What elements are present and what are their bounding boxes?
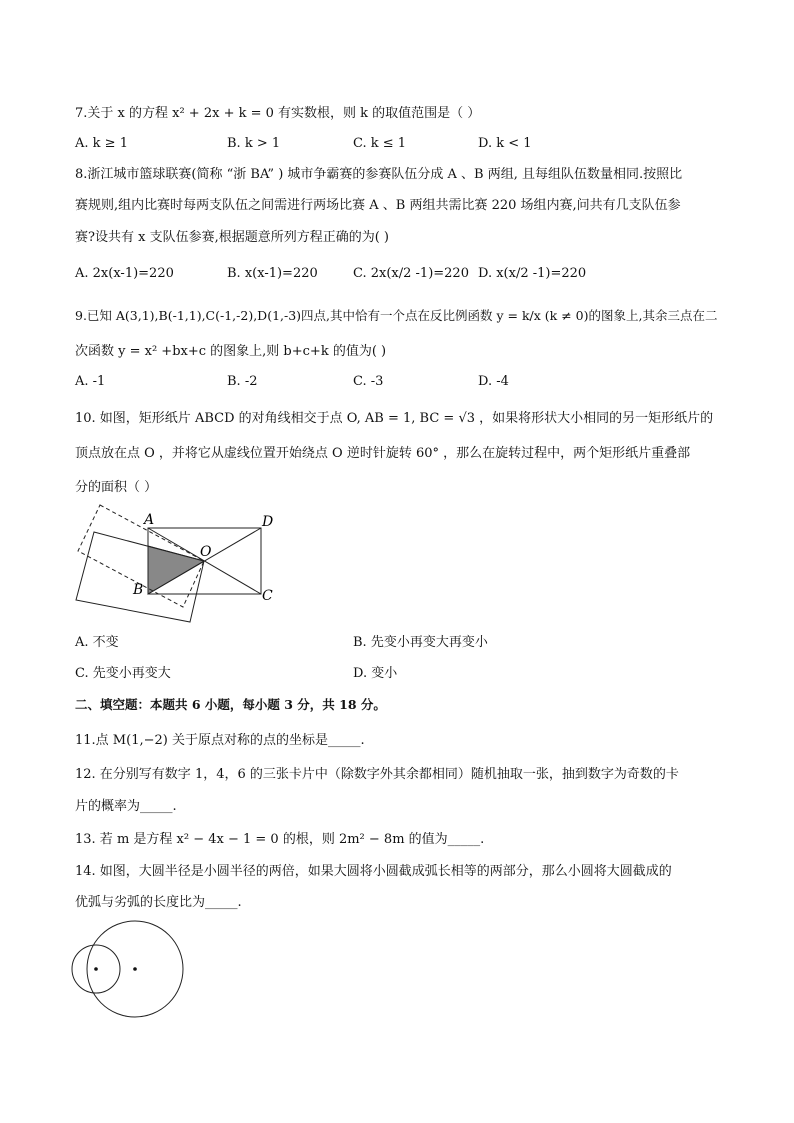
label-a: A	[144, 512, 155, 528]
q14-line2: 优弧与劣弧的长度比为_____.	[75, 895, 242, 910]
q10-line1: 10. 如图，矩形纸片 ABCD 的对角线相交于点 O, AB = 1, BC = √3 ，如果将形状大小相同的另一矩形纸片的	[75, 411, 714, 426]
large-circle-center	[133, 967, 137, 971]
q13-stem: 13. 若 m 是方程 x² − 4x − 1 = 0 的根，则 2m² − 8m 的值为_____.	[75, 832, 485, 847]
q14-line1: 14. 如图，大圆半径是小圆半径的两倍，如果大圆将小圆截成弧长相等的两部分，那么小圆将大圆截成的	[75, 864, 672, 879]
q8-line1: 8.浙江城市篮球联赛(简称 “浙 BA” ) 城市争霸赛的参赛队伍分成 A 、B 两组, 且每组队伍数量相同.按照比	[75, 167, 683, 182]
label-d: D	[262, 514, 274, 530]
q8-option-a: A. 2x(x-1)=220	[75, 266, 174, 281]
q8-line3: 赛?设共有 x 支队伍参赛,根据题意所列方程正确的为( )	[75, 230, 389, 245]
q9-option-c: C. -3	[353, 374, 384, 389]
rectangle-rotation-figure	[60, 498, 290, 633]
q10-line2: 顶点放在点 O ，并将它从虚线位置开始绕点 O 逆时针旋转 60° ，那么在旋转过程中，两个矩形纸片重叠部	[75, 446, 691, 461]
q10-option-a: A. 不变	[75, 635, 119, 650]
q9-option-a: A. -1	[75, 374, 106, 389]
q9-line1: 9.已知 A(3,1),B(-1,1),C(-1,-2),D(1,-3)四点,其中恰有一个点在反比例函数 y = k/x (k ≠ 0)的图象上,其余三点在二	[75, 308, 718, 323]
two-circles-figure	[65, 918, 190, 1023]
q11-stem: 11.点 M(1,−2) 关于原点对称的点的坐标是_____.	[75, 733, 365, 748]
q10-option-d: D. 变小	[353, 666, 398, 681]
q10-option-c: C. 先变小再变大	[75, 666, 171, 681]
q8-line2: 赛规则,组内比赛时每两支队伍之间需进行两场比赛 A 、B 两组共需比赛 220 场组内赛,问共有几支队伍参	[75, 198, 681, 213]
q8-option-b: B. x(x-1)=220	[227, 266, 318, 281]
q9-option-d: D. -4	[478, 374, 509, 389]
label-b: B	[133, 582, 144, 598]
q8-option-c: C. 2x(x/2 -1)=220	[353, 266, 469, 281]
q8-option-d: D. x(x/2 -1)=220	[478, 266, 587, 281]
q12-line1: 12. 在分别写有数字 1，4，6 的三张卡片中（除数字外其余都相同）随机抽取一张，抽到数字为奇数的卡	[75, 767, 679, 782]
section-heading: 二、填空题：本题共 6 小题，每小题 3 分，共 18 分。	[75, 697, 386, 712]
q9-line2: 次函数 y = x² +bx+c 的图象上,则 b+c+k 的值为( )	[75, 344, 387, 359]
q10-line3: 分的面积（ ）	[75, 480, 158, 495]
q7-stem: 7.关于 x 的方程 x² + 2x + k = 0 有实数根，则 k 的取值范围是（ ）	[75, 106, 481, 121]
rotated-rectangle	[76, 532, 204, 622]
q7-option-d: D. k < 1	[478, 136, 532, 151]
q10-option-b: B. 先变小再变大再变小	[353, 635, 488, 650]
q7-option-a: A. k ≥ 1	[75, 136, 128, 151]
q7-option-c: C. k ≤ 1	[353, 136, 407, 151]
label-o: O	[200, 544, 212, 560]
small-circle-center	[94, 967, 98, 971]
q7-option-b: B. k > 1	[227, 136, 281, 151]
q12-line2: 片的概率为_____.	[75, 799, 177, 814]
q9-option-b: B. -2	[227, 374, 258, 389]
label-c: C	[262, 588, 273, 604]
